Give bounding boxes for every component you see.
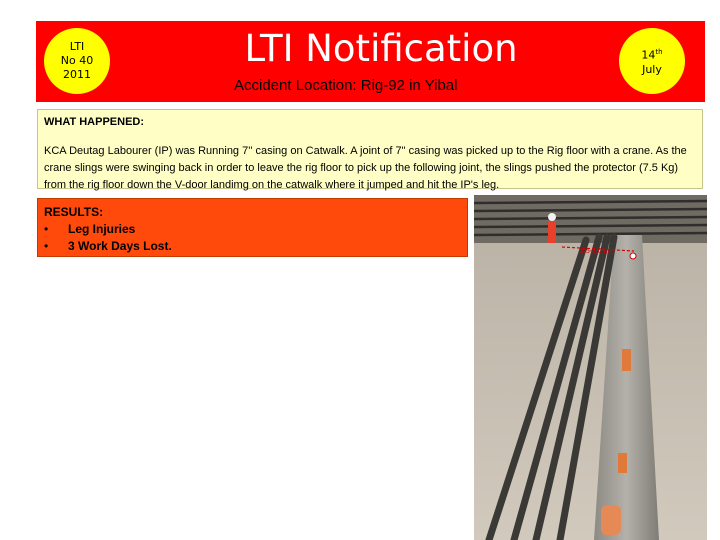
- list-item: [44, 238, 461, 255]
- protector-highlight: [622, 349, 631, 371]
- what-happened-heading: WHAT HAPPENED:: [44, 116, 145, 128]
- worker-figure: [548, 213, 556, 243]
- what-happened-box: [37, 109, 703, 189]
- impact-marker: [630, 253, 636, 259]
- lti-badge-line1: LTI: [69, 40, 85, 53]
- result-item-text: 3 Work Days Lost.: [68, 239, 172, 253]
- result-item-text: Leg Injuries: [68, 222, 136, 236]
- results-heading: RESULTS:: [44, 205, 104, 219]
- protector-highlight: [601, 505, 621, 535]
- protector-highlight: [618, 453, 627, 473]
- accident-scene-photo: [474, 195, 707, 540]
- bullet-glyph: •: [44, 222, 49, 236]
- header-banner: [36, 21, 705, 102]
- results-box: [37, 198, 468, 257]
- distance-label: 2.5-3.0 m: [580, 248, 610, 255]
- date-badge: [619, 28, 685, 94]
- accident-location: Accident Location: Rig-92 in Yibal: [234, 77, 458, 94]
- page-title: LTI Notification: [244, 27, 518, 70]
- bullet-glyph: •: [44, 239, 49, 253]
- list-item: [44, 221, 461, 238]
- lti-number-badge: [44, 28, 110, 94]
- date-day-line: [641, 45, 662, 63]
- date-day: 14: [641, 48, 656, 62]
- date-day-suffix: th: [655, 48, 663, 57]
- what-happened-text: KCA Deutag Labourer (IP) was Running 7'' casing on Catwalk. A joint of 7" casing was picked up to the Rig floor with a crane. As the crane slings were swinging back in order to leave the rig floor to pick up the following joint, the slings pushed the protector (7.5 Kg) from the rig floor down the V-door landimg on the catwalk where it jumped and hit the IP's leg.: [44, 145, 687, 191]
- date-month: July: [642, 62, 662, 76]
- results-list: [44, 221, 461, 255]
- lti-badge-line2: No 40: [60, 54, 94, 67]
- lti-badge-line3: 2011: [63, 68, 91, 81]
